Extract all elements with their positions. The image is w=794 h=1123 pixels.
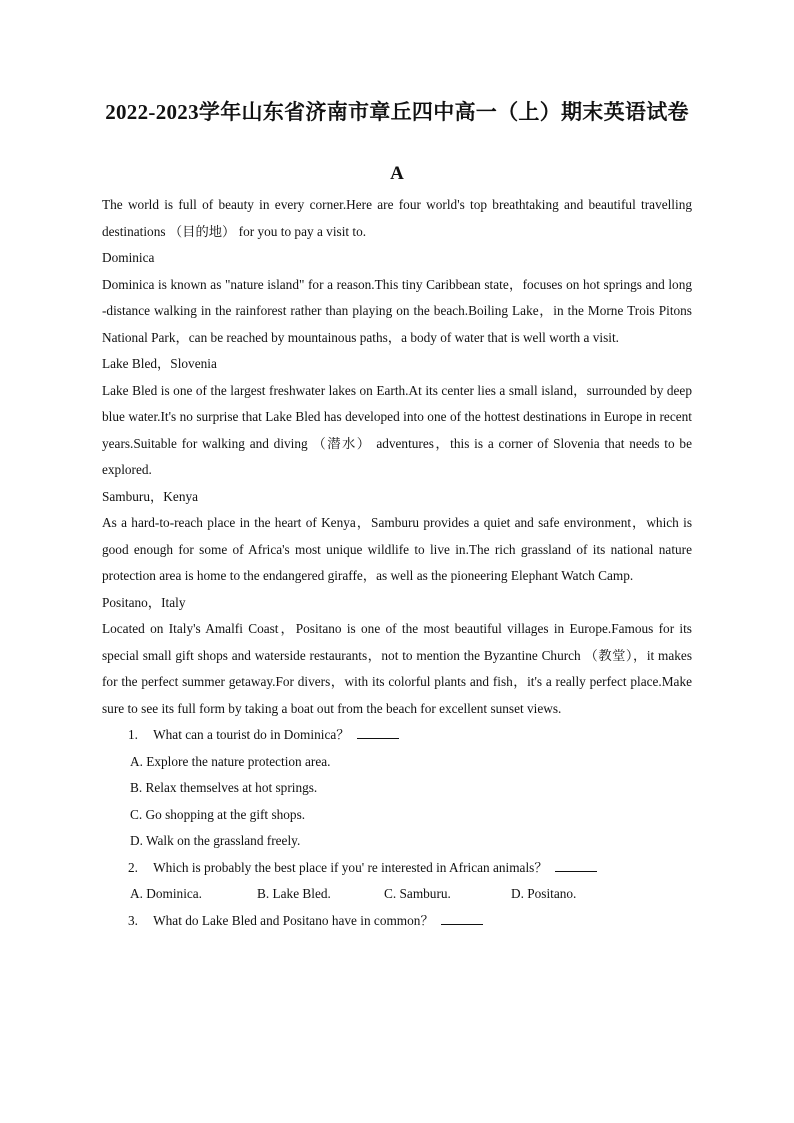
destination-heading-dominica: Dominica: [102, 250, 155, 265]
exam-title: 2022-2023学年山东省济南市章丘四中高一（上）期末英语试卷: [105, 100, 689, 124]
samburu-paragraph: As a hard-to-reach place in the heart of Kenya，Samburu provides a quiet and safe environment，which is good enough for some of Africa's most unique wildlife to live in.The rich grassland of its national nature protection area is home to the endangered giraffe，as well as the pioneering Elephant Watch Camp.: [102, 515, 692, 583]
option-1a[interactable]: A. Explore the nature protection area.: [130, 753, 331, 769]
dominica-paragraph: Dominica is known as "nature island" for a reason.This tiny Caribbean state，focuses on hot springs and long -distance walking in the rainforest rather than playing on the beach.Boiling Lake，in the Morne Trois Pitons National Park，can be reached by mountainous paths，a body of water that is well worth a visit.: [102, 276, 692, 345]
option-2c[interactable]: C. Samburu.: [384, 886, 451, 901]
question-number: 3.: [128, 912, 138, 928]
positano-paragraph: Located on Italy's Amalfi Coast，Positano is one of the most beautiful villages in Europe.Famous for its special small gift shops and waterside restaurants，not to mention the Byzantine Church （教堂），it makes for the perfect summer getaway.For divers，with its colorful plants and fish，it's a really perfect place.Make sure to see its full form by taking a boat out from the beach for excellent sunset views.: [102, 621, 692, 716]
option-1b[interactable]: B. Relax themselves at hot springs.: [130, 780, 318, 795]
option-1c[interactable]: C. Go shopping at the gift shops.: [130, 806, 306, 822]
intro-paragraph: The world is full of beauty in every corner.Here are four world's top breathtaking and beautiful travelling destinations （目的地） for you to pay a visit to.: [102, 197, 692, 239]
option-2b[interactable]: B. Lake Bled.: [257, 886, 331, 901]
answer-blank[interactable]: [441, 912, 483, 925]
passage-body: [102, 192, 692, 934]
destination-heading-positano: Positano，Italy: [102, 594, 186, 610]
options-row-2: [102, 881, 692, 908]
question-number: 2.: [128, 859, 138, 875]
lake-bled-paragraph: Lake Bled is one of the largest freshwater lakes on Earth.At its center lies a small island，surrounded by deep blue water.It's no surprise that Lake Bled has developed into one of the hottest destinations in Europe in recent years.Suitable for walking and diving （潜水） adventures，this is a corner of Slovenia that needs to be explored.: [102, 382, 692, 477]
question-number: 1.: [128, 727, 138, 742]
question-text: Which is probably the best place if you' re interested in African animals？: [153, 859, 548, 875]
section-heading: A: [390, 163, 404, 184]
option-1d[interactable]: D. Walk on the grassland freely.: [130, 833, 301, 848]
option-2d[interactable]: D. Positano.: [511, 886, 577, 901]
question-text: What do Lake Bled and Positano have in common？: [153, 912, 434, 928]
question-1: [102, 722, 692, 749]
question-text: What can a tourist do in Dominica？: [153, 727, 350, 742]
question-2: [102, 855, 692, 882]
answer-blank[interactable]: [357, 726, 399, 739]
option-2a[interactable]: A. Dominica.: [130, 886, 203, 901]
answer-blank[interactable]: [555, 859, 597, 872]
destination-heading-lake-bled: Lake Bled，Slovenia: [102, 356, 217, 371]
destination-heading-samburu: Samburu，Kenya: [102, 488, 199, 504]
question-3: [102, 908, 692, 935]
